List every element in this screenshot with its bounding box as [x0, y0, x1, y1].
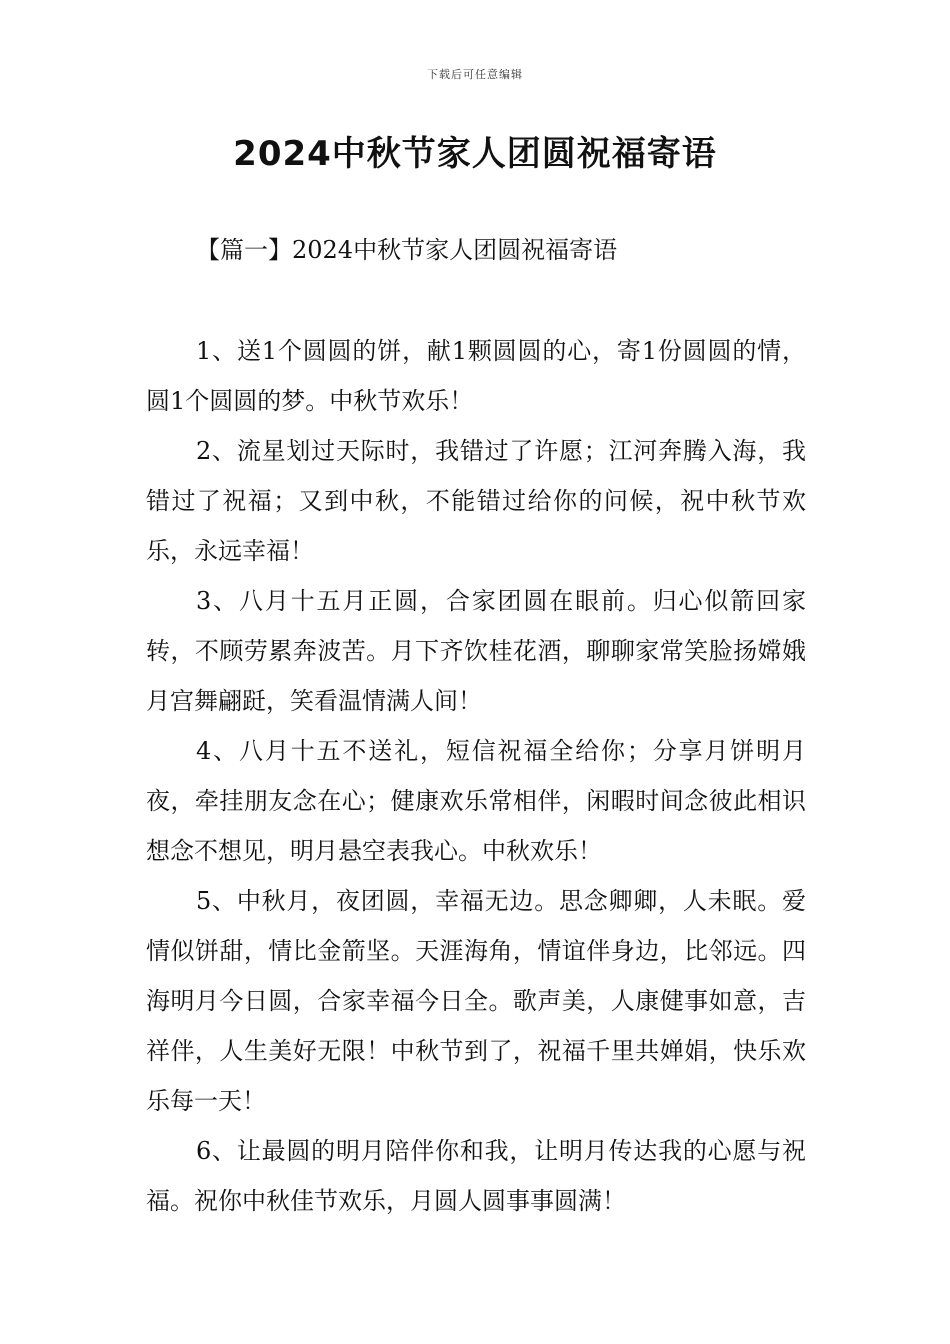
paragraph-2: 2、流星划过天际时，我错过了许愿；江河奔腾入海，我错过了祝福；又到中秋，不能错过给你的问候，祝中秋节欢乐，永远幸福！	[146, 437, 806, 565]
paragraph-6: 6、让最圆的明月陪伴你和我，让明月传达我的心愿与祝福。祝你中秋佳节欢乐，月圆人圆事事圆满！	[146, 1137, 806, 1215]
document-title: 2024中秋节家人团圆祝福寄语	[233, 134, 717, 174]
section-heading: 【篇一】2024中秋节家人团圆祝福寄语	[196, 236, 618, 264]
header-note: 下载后可任意编辑	[427, 68, 523, 81]
paragraph-3: 3、八月十五月正圆，合家团圆在眼前。归心似箭回家转，不顾劳累奔波苦。月下齐饮桂花酒，聊聊家常笑脸扬嫦娥月宫舞翩跹，笑看温情满人间！	[146, 587, 806, 715]
document-body	[146, 326, 806, 1226]
paragraph-5: 5、中秋月，夜团圆，幸福无边。思念卿卿，人未眠。爱情似饼甜，情比金箭坚。天涯海角，情谊伴身边，比邻远。四海明月今日圆，合家幸福今日全。歌声美，人康健事如意，吉祥伴，人生美好无限！中秋节到了，祝福千里共婵娟，快乐欢乐每一天！	[146, 887, 806, 1115]
paragraph-4: 4、八月十五不送礼，短信祝福全给你；分享月饼明月夜，牵挂朋友念在心；健康欢乐常相伴，闲暇时间念彼此相识想念不想见，明月悬空表我心。中秋欢乐！	[146, 737, 806, 865]
paragraph-1: 1、送1个圆圆的饼，献1颗圆圆的心，寄1份圆圆的情，圆1个圆圆的梦。中秋节欢乐！	[146, 337, 806, 415]
